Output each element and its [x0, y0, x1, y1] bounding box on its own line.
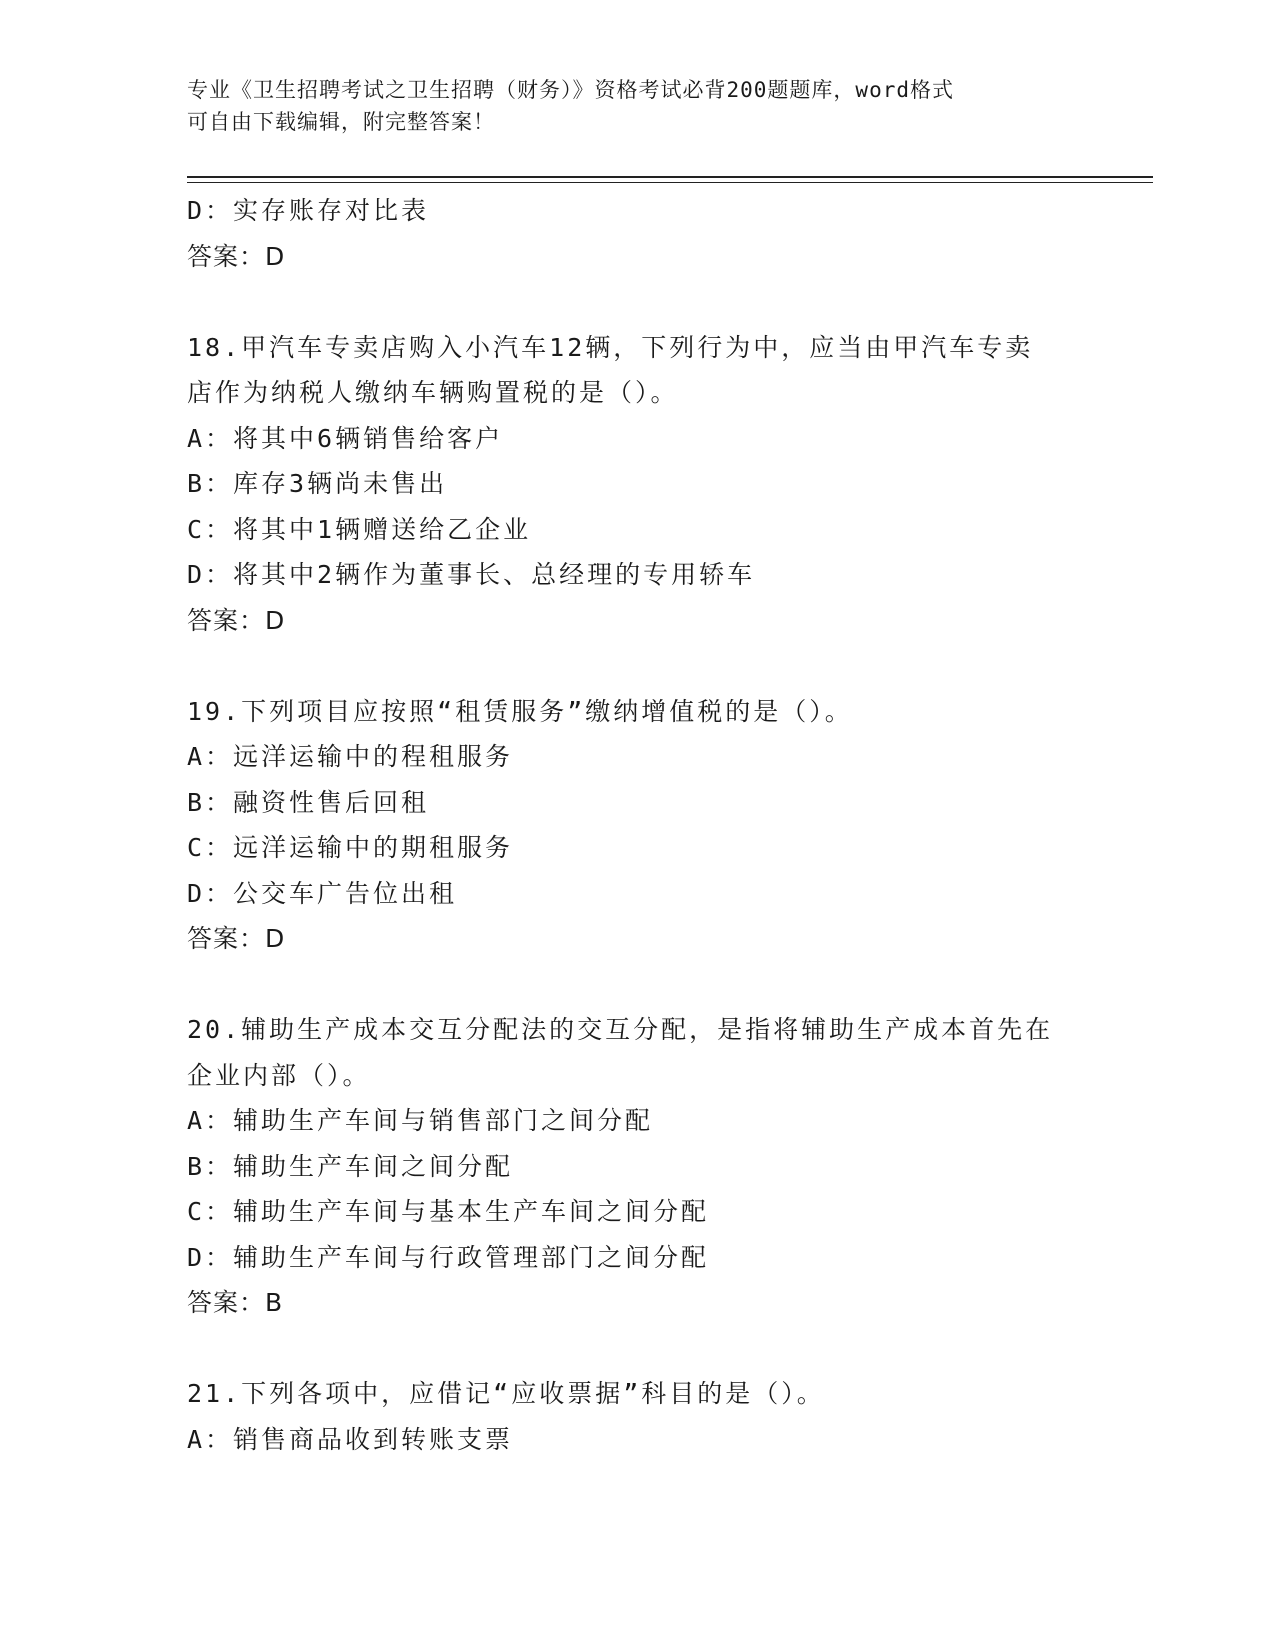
option-d: D：将其中2辆作为董事长、总经理的专用轿车 [187, 560, 756, 589]
option-c: C：将其中1辆赠送给乙企业 [187, 514, 532, 544]
question-20 [187, 1007, 1087, 1326]
document-body [187, 188, 1087, 1462]
option-b: B：融资性售后回租 [187, 787, 430, 817]
question-stem: 20.辅助生产成本交互分配法的交互分配，是指将辅助生产成本首先在 [187, 1015, 1054, 1044]
spacer [187, 279, 1087, 325]
question-stem: 18.甲汽车专卖店购入小汽车12辆，下列行为中，应当由甲汽车专卖 [187, 332, 1034, 362]
question-stem-continued: 企业内部（）。 [187, 1060, 371, 1090]
option-d: D：实存账存对比表 [187, 196, 430, 225]
option-c: C：远洋运输中的期租服务 [187, 833, 514, 862]
header-divider-thin [187, 182, 1153, 183]
answer-line: 答案：D [187, 605, 286, 635]
option-b: B：库存3辆尚未售出 [187, 469, 448, 498]
answer-line: 答案：D [187, 924, 286, 953]
header-divider-thick [187, 176, 1153, 178]
document-header [187, 74, 1087, 138]
option-b: B：辅助生产车间之间分配 [187, 1151, 514, 1181]
option-a: A：辅助生产车间与销售部门之间分配 [187, 1106, 654, 1135]
question-stem: 21.下列各项中，应借记“应收票据”科目的是（）。 [187, 1379, 825, 1408]
spacer [187, 962, 1087, 1008]
question-stem: 19.下列项目应按照“租赁服务”缴纳增值税的是（）。 [187, 696, 853, 726]
option-a: A：将其中6辆销售给客户 [187, 423, 504, 453]
header-line-2: 可自由下载编辑，附完整答案！ [187, 110, 495, 134]
option-a: A：销售商品收到转账支票 [187, 1424, 514, 1454]
option-c: C：辅助生产车间与基本生产车间之间分配 [187, 1197, 710, 1226]
answer-line: 答案：D [187, 241, 286, 271]
carryover-question [187, 188, 1087, 279]
option-d: D：辅助生产车间与行政管理部门之间分配 [187, 1242, 710, 1272]
option-a: A：远洋运输中的程租服务 [187, 742, 514, 771]
question-stem-continued: 店作为纳税人缴纳车辆购置税的是（）。 [187, 378, 679, 407]
question-19 [187, 689, 1087, 962]
answer-line: 答案：B [187, 1288, 284, 1317]
question-21 [187, 1371, 1087, 1462]
option-d: D：公交车广告位出租 [187, 878, 458, 908]
spacer [187, 643, 1087, 689]
spacer [187, 1326, 1087, 1372]
question-18 [187, 325, 1087, 644]
header-line-1: 专业《卫生招聘考试之卫生招聘（财务）》资格考试必背200题题库，word格式 [187, 78, 954, 102]
